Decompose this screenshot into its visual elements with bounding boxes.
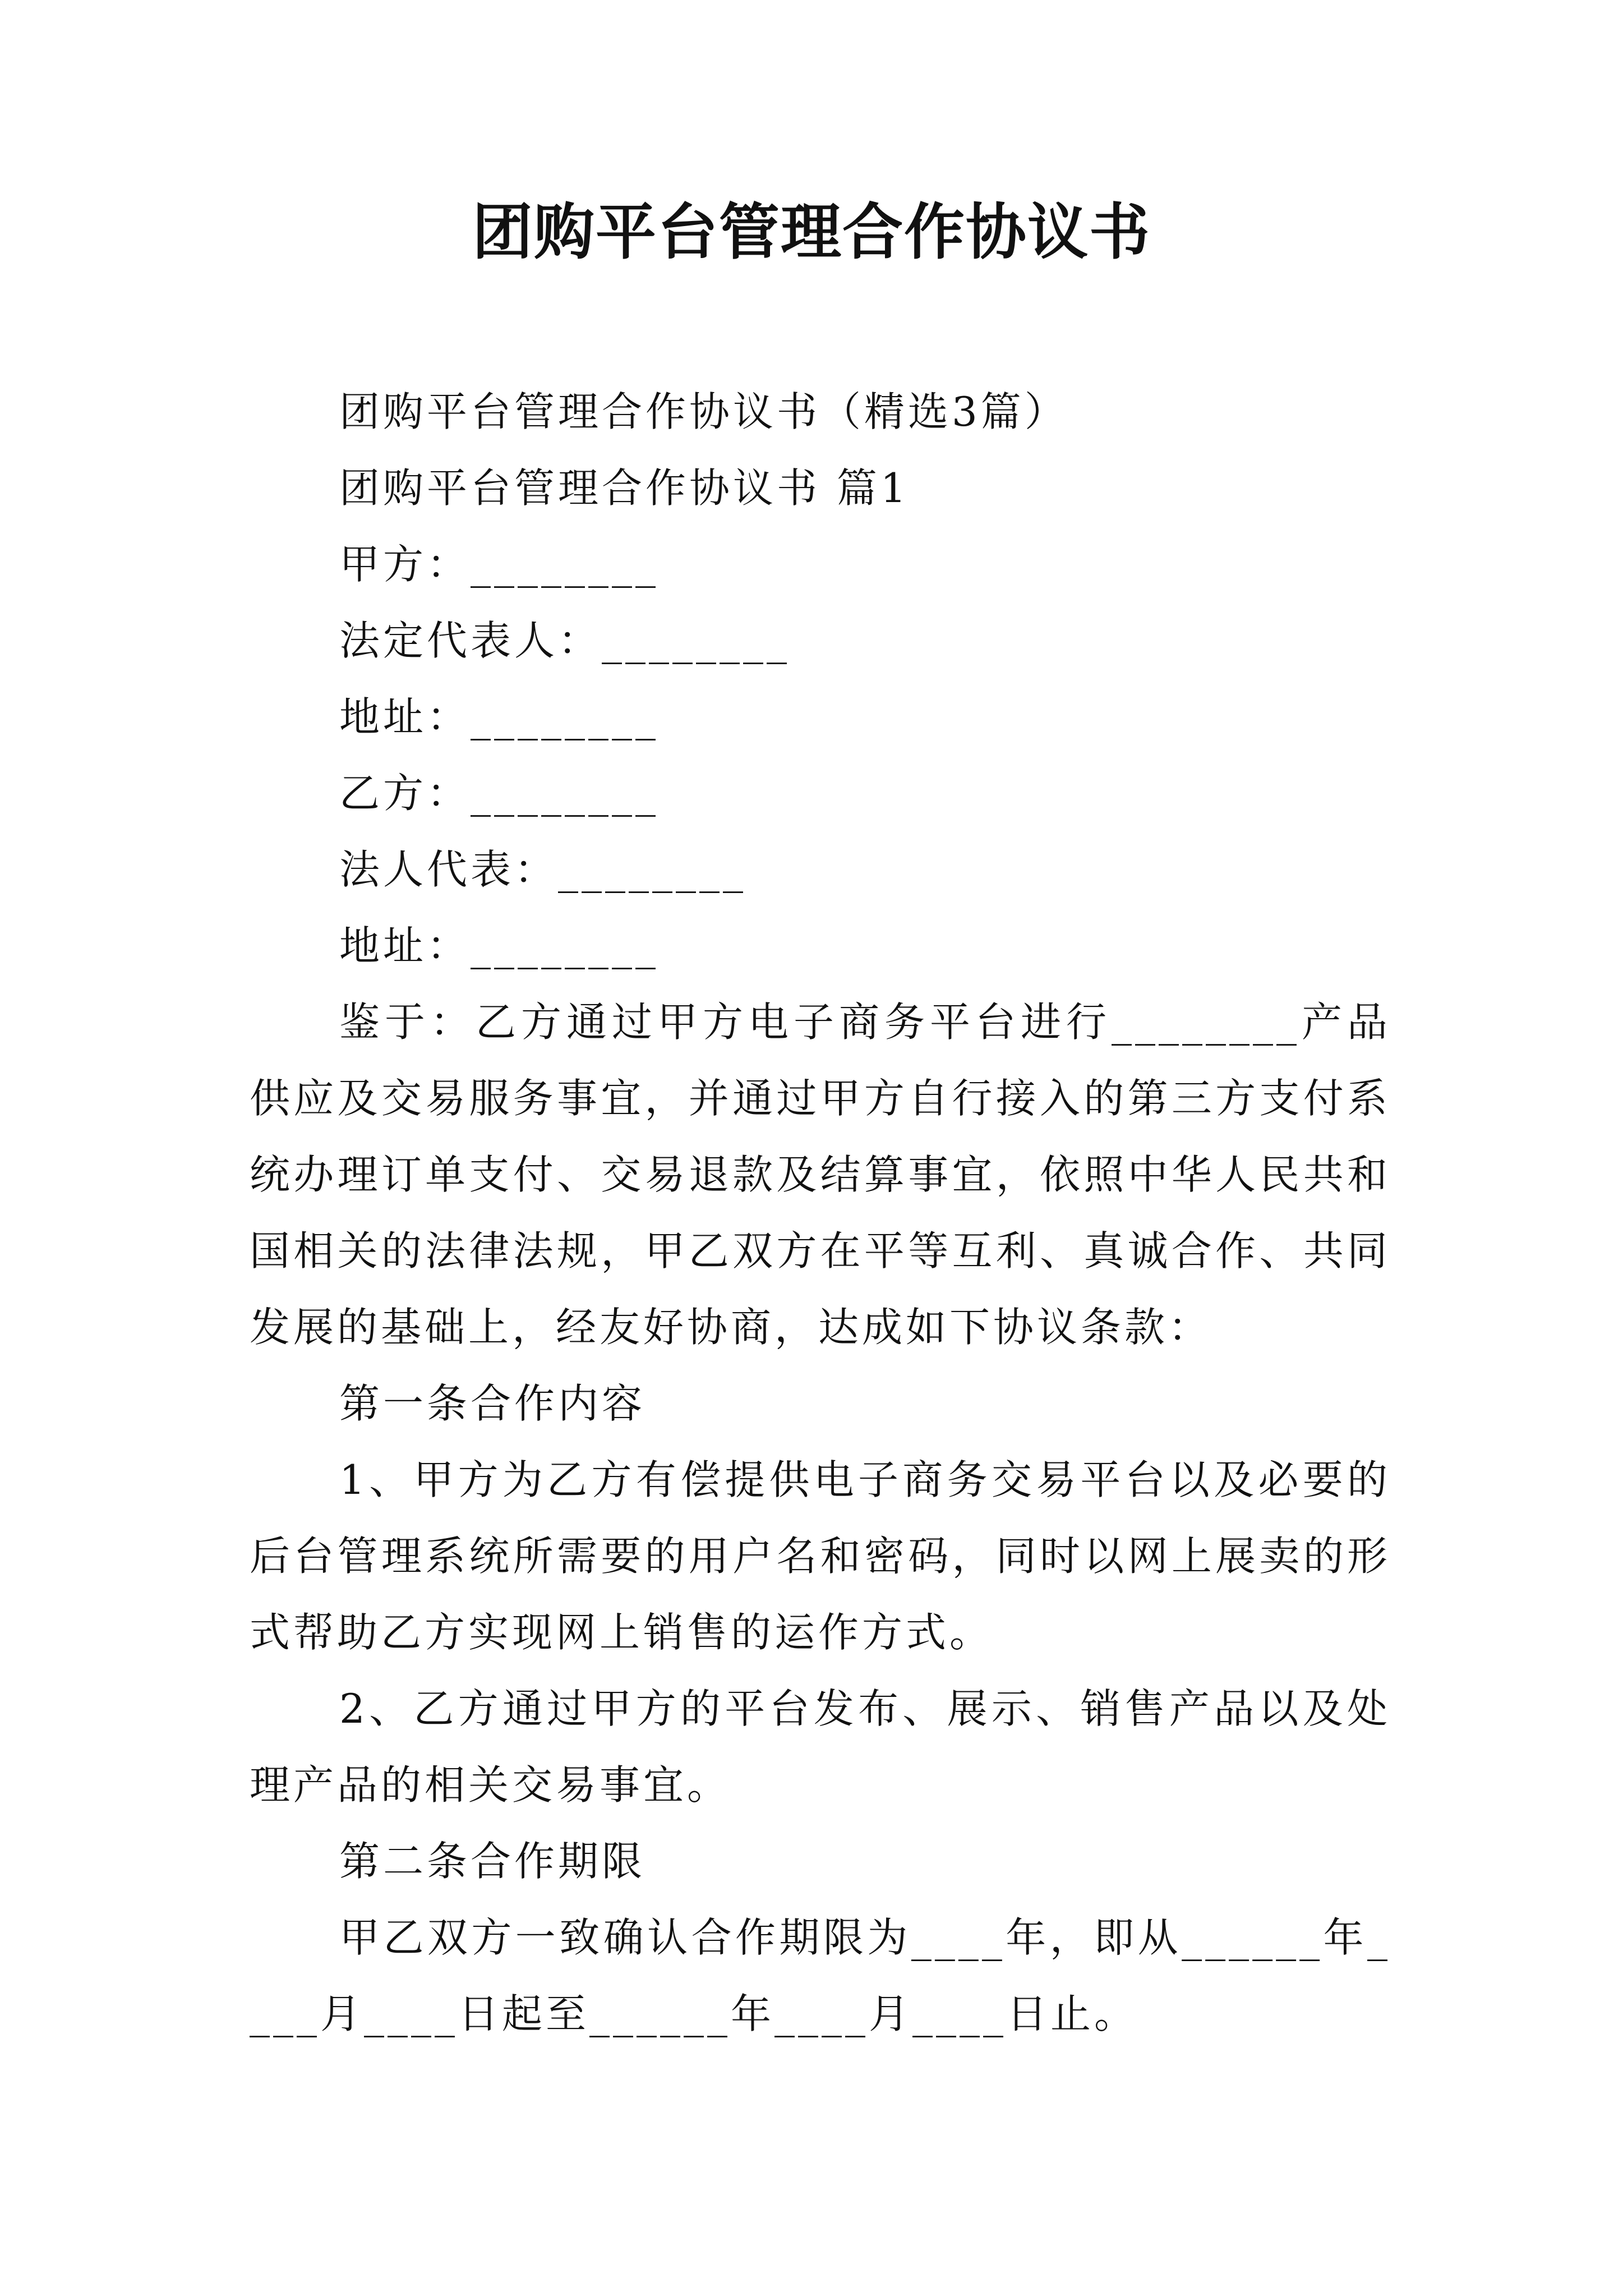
paragraph-article-1-heading: 第一条合作内容 — [339, 1380, 646, 1427]
document-title: 团购平台管理合作协议书 — [472, 197, 1151, 268]
paragraph-party-b: 乙方：________ — [339, 770, 660, 817]
paragraph-address-b: 地址：________ — [339, 922, 660, 969]
paragraph-article-1-item-1: 1、甲方为乙方有偿提供电子商务交易平台以及必要的后台管理系统所需要的用户名和密码，同时以网上展卖的形式帮助乙方实现网上销售的运作方式。 — [250, 1456, 1391, 1656]
paragraph-article-2-heading: 第二条合作期限 — [339, 1838, 646, 1885]
paragraph-legal-person: 法人代表：________ — [339, 846, 747, 893]
paragraph-article-1-item-2: 2、乙方通过甲方的平台发布、展示、销售产品以及处理产品的相关交易事宜。 — [250, 1685, 1391, 1809]
document-body — [250, 374, 1391, 2052]
paragraph-chapter-title: 团购平台管理合作协议书 篇1 — [339, 464, 910, 512]
paragraph-whereas: 鉴于：乙方通过甲方电子商务平台进行________产品供应及交易服务事宜，并通过甲方自行接入的第三方支付系统办理订单支付、交易退款及结算事宜，依照中华人民共和国相关的法律法规，甲乙双方在平等互利、真诚合作、共同发展的基础上，经友好协商，达成如下协议条款： — [250, 999, 1391, 1351]
paragraph-selection-title: 团购平台管理合作协议书（精选3篇） — [339, 388, 1068, 435]
paragraph-address-a: 地址：________ — [339, 693, 660, 740]
paragraph-legal-representative: 法定代表人：________ — [339, 617, 791, 664]
paragraph-party-a: 甲方：________ — [339, 541, 660, 588]
paragraph-article-2-term: 甲乙双方一致确认合作期限为____年，即从______年____月____日起至______年____月____日止。 — [250, 1914, 1391, 2037]
